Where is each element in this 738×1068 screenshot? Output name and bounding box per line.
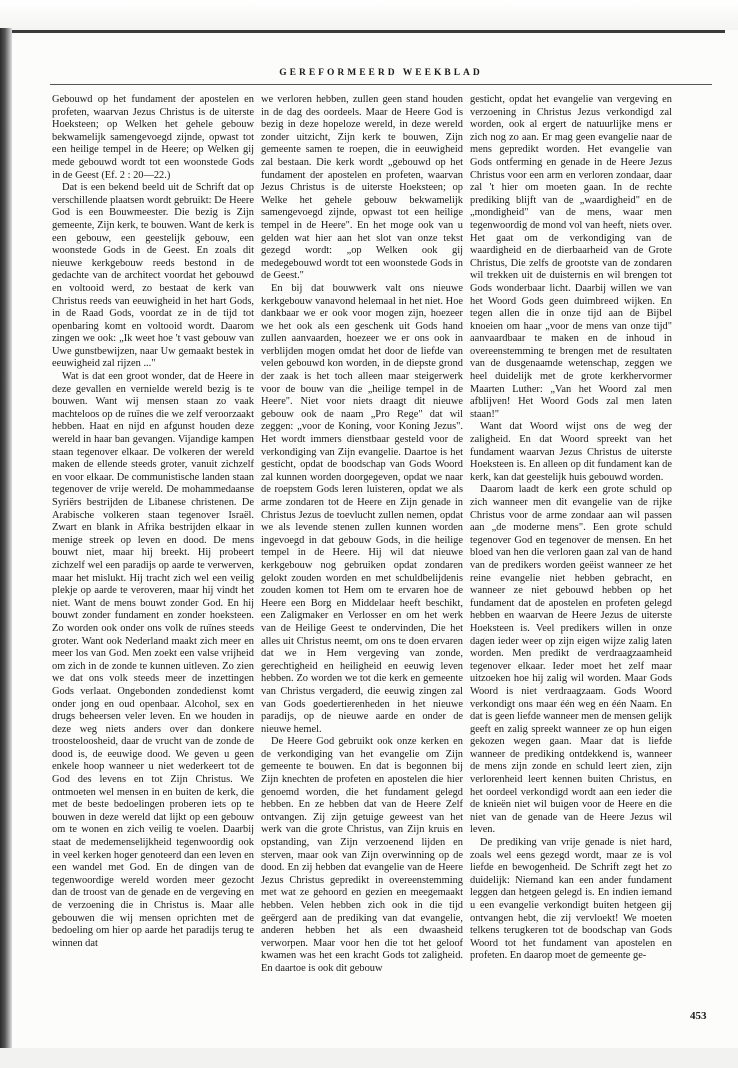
page-bottom-margin [0,1048,738,1068]
paragraph: we verloren hebben, zullen geen stand houden in de dag des oordeels. Maar de Heere God is bezig in deze hopeloze wereld, in deze wereld zonder uitzicht, Zijn kerk te bouwen, Zijn gemeente samen te roepen, die in eeuwigheid zal bestaan. Die kerk wordt „gebouwd op het fundament der apostelen en profeten, waarvan Jezus Christus is de uiterste Hoeksteen; op Welke het gehele gebouw bekwamelijk samengevoegd zijnde, opwast tot een heilige tempel in de Heere". En het moge ook van u gelden wat hier aan het slot van onze tekst gezegd wordt: „op Welken ook gij medegebouwd wordt tot een woonstede Gods in de Geest." [261,94,463,282]
page-top-margin [0,0,738,30]
paragraph: Wat is dat een groot wonder, dat de Heere in deze gevallen en vernielde wereld bezig is te bouwen. Want wij mensen staan zo vaak machteloos op de ruïnes die we zelf veroorzaakt hebben. Haat en nijd en afgunst houden deze wereld in haar ban gevangen. Vijandige kampen staan tegenover elkaar. De volkeren der wereld maken de ellende steeds groter, vanuit zichzelf en voor elkaar. De communistische landen staan tegenover de vrije wereld. De mohammedaanse Syriërs bestrijden de Libanese christenen. De Arabische volkeren staan tegenover Israël. Zwart en blank in Afrika bestrijden elkaar in menige streek op leven en dood. De mens bouwt niet, maar hij breekt. Hij probeert zichzelf wel een paradijs op aarde te verwerven, maar het mislukt. Hij tracht zich wel een veilig plekje op aarde te veroveren, maar hij vindt het niet. Want de mens bouwt zonder God. En hij bouwt zonder fundament en zonder hoeksteen. Zo worden ook onder ons volk de ruïnes steeds groter. Want ook Nederland maakt zich meer en meer los van God. Men zoekt een valse vrijheid om zich in de zonde te kunnen uitleven. Zo zien we dat ons volk steeds meer de inzettingen Gods verlaat. Ongebonden zondedienst komt onder jong en oud openbaar. Alcohol, sex en drugs beheersen veler leven. En we houden in deze weg niets anders over dan donkere troosteloosheid, daar de vrucht van de zonde de dood is, de eeuwige dood. We geven u geen enkele hoop wanneer u niet wederkeert tot de God des levens en tot Zijn Christus. We ontmoeten wel mensen in en buiten de kerk, die met de beste bedoelingen proberen iets op te bouwen in deze wereld dat lijkt op een gebouw om te wonen en zich veilig te voelen. Daarbij staat de medemenselijkheid tegenwoordig ook in veel kerken hoger genoteerd dan een leven en een wandel met God. En de dingen van de tegenwoordige wereld worden meer gezocht dan de troost van de genade en de vergeving en de verzoening die in Christus is. Maar alle gebouwen die wij mensen oprichten met de bedoeling om hier op aarde het paradijs terug te winnen dat [52,371,254,949]
page-top-rule [10,30,725,33]
text-column-3 [470,94,672,963]
running-header: GEREFORMEERD WEEKBLAD [279,68,483,78]
paragraph: gesticht, opdat het evangelie van vergeving en verzoening in Christus Jezus verkondigd zal worden, ook al ergert de natuurlijke mens er zich nog zo aan. Er mag geen evangelie naar de mens gepredikt worden. Het evangelie van Gods ontferming en genade in de Heere Jezus Christus voor een arm en verloren zondaar, daar zal 't hier om moeten gaan. In de rechte prediking blijft van de „waardigheid" en de „mondigheid" van de mens, waar men tegenwoordig de mond vol van heeft, niets over. Het gaat om de verkondiging van de waardigheid en de dierbaarheid van de Grote Christus, Die zelfs de grootste van de zondaren wil trekken uit de duisternis en wil brengen tot Gods wonderbaar licht. Daarbij willen we van het Woord Gods geen duimbreed wijken. En tegen allen die in onze tijd aan de Bijbel knoeien om haar „voor de mens van onze tijd" aanvaardbaar te maken en de inhoud in overeenstemming te brengen met de resultaten van de dusgenaamde wetenschap, zeggen we heel duidelijk met de grote kerkhervormer Maarten Luther: „Van het Woord zal men afblijven! Het Woord Gods zal men laten staan!" [470,94,672,420]
paragraph: Want dat Woord wijst ons de weg der zaligheid. En dat Woord spreekt van het fundament waarvan Jezus Christus de uiterste Hoeksteen is. En alleen op dit fundament kan de kerk, kan dat geestelijk huis gebouwd worden. [470,421,672,483]
text-column-1 [52,94,254,950]
paragraph: De prediking van vrije genade is niet hard, zoals wel eens gezegd wordt, maar ze is vol liefde en bewogenheid. De Schrift zegt het zo duidelijk: Niemand kan een ander fundament leggen dan hetgeen gelegd is. En indien iemand u een evangelie verkondigt buiten hetgeen gij ontvangen hebt, die zij vervloekt! We moeten telkens terugkeren tot de boodschap van Gods Woord tot het fundament van apostelen en profeten. En daarop moet de gemeente ge- [470,837,672,962]
page-binding-shadow [0,28,12,1068]
header-rule [50,84,712,85]
paragraph: Gebouwd op het fundament der apostelen en profeten, waarvan Jezus Christus is de uiterste Hoeksteen; op Welken het gehele gebouw bekwamelijk samengevoegd zijnde, opwast tot een heilige tempel in de Heere; op Welken gij mede gebouwd wordt tot een woonstede Gods in de Geest (Ef. 2 : 20—22.) [52,94,254,181]
page-number: 453 [690,1010,707,1022]
text-column-2 [261,94,463,976]
paragraph: De Heere God gebruikt ook onze kerken en de verkondiging van het evangelie om Zijn gemeente te bouwen. En dat is begonnen bij Zijn knechten de profeten en apostelen die hier genoemd worden, die het fundament gelegd hebben. En ze hebben dat van de Heere Zelf ontvangen. Zij zijn getuige geweest van het werk van die grote Christus, van Zijn kruis en opstanding, van Zijn verzoenend lijden en sterven, maar ook van Zijn overwinning op de dood. En zij hebben dat evangelie van de Heere Jezus Christus gepredikt in overeenstemming met wat ze gehoord en gezien en meegemaakt hebben. Velen hebben zich ook in die tijd geërgerd aan de prediking van dat evangelie, anderen hebben het als een dwaasheid verworpen. Maar voor hen die tot het geloof kwamen was het een kracht Gods tot zaligheid. En daartoe is ook dit gebouw [261,736,463,974]
paragraph: Daarom laadt de kerk een grote schuld op zich wanneer men dit evangelie van de rijke Christus voor de arme zondaar aan wil passen aan „de moderne mens". Een grote schuld tegenover God en tegenover de mensen. En het bloed van hen die verloren gaan zal van de hand van de predikers worden geëist wanneer ze het reine evangelie niet hebben gebracht, en wanneer ze niet gebouwd hebben op het fundament dat de apostelen en profeten gelegd hebben en waarvan de Heere Jezus de uiterste Hoeksteen is. Veel predikers willen in onze dagen ieder weer op zijn eigen wijze zalig laten worden. Men predikt de verdraagzaamheid tegenover elkaar. Ieder moet het zelf maar uitzoeken hoe hij zalig wil worden. Maar Gods Woord is niet verdraagzaam. Gods Woord verkondigt ons maar één weg en één Naam. En dat is geen liefde wanneer men de mensen gelijk geeft en zalig spreekt wanneer ze op hun eigen gekozen wegen gaan. Maar dat is liefde wanneer de prediking ontdekkend is, wanneer de mens zijn zonde en schuld leert zien, zijn verlorenheid leert kennen buiten Christus, en het oordeel verkondigd wordt aan een ieder die de knieën niet wil buigen voor de Heere en die niet van de genade van de Heere Jezus wil leven. [470,484,672,836]
paragraph: Dat is een bekend beeld uit de Schrift dat op verschillende plaatsen wordt gebruikt: De Heere God is een Bouwmeester. Die bezig is Zijn gemeente, Zijn kerk, te bouwen. Want de kerk is een gebouw, een geestelijk gebouw, een woonstede Gods in de Geest. En zoals dit nieuwe kerkgebouw reeds bestond in de gedachte van de architect voordat het gebouwd en voltooid werd, zo bestaat de kerk van Christus reeds van eeuwigheid in het hart Gods, in de Raad Gods, voordat ze in de tijd tot openbaring komt en voltooid wordt. Daarom zingen we ook: „Ik weet hoe 't vast gebouw van Uwe gunstbewijzen, naar Uw gemaakt bestek in eeuwigheid zal rijzen ..." [52,182,254,370]
paragraph: En bij dat bouwwerk valt ons nieuwe kerkgebouw vanavond helemaal in het niet. Hoe dankbaar we er ook voor mogen zijn, hoezeer we het ook als een geschenk uit Gods hand zullen aanvaarden, hoezeer we er ons ook in verblijden mogen omdat het door de liefde van velen gebouwd kon worden, in de diepste grond der zaak is het toch alleen maar steigerwerk voor de bouw van die „heilige tempel in de Heere". Niet voor niets draagt dit nieuwe gebouw ook de naam „Pro Rege" dat wil zeggen: „voor de Koning, voor Koning Jezus". Het wordt immers dienstbaar gesteld voor de verkondiging van Zijn evangelie. Daartoe is het gesticht, opdat de boodschap van Gods Woord zal kunnen worden doorgegeven, opdat we naar de roepstem Gods leren luisteren, opdat we als arme zondaren tot de Heere en Zijn genade in Christus Jezus de toevlucht zullen nemen, opdat we als levende stenen zullen kunnen worden ingevoegd in dat gebouw Gods, in die heilige tempel in de Heere. Hij wil dat nieuwe kerkgebouw nog gebruiken opdat zondaren gelokt zouden worden en met schuldbelijdenis zouden komen tot Hem om te ervaren hoe de Heere een Borg en Middelaar heeft beschikt, een Zaligmaker en Verlosser en om het werk van de Heilige Geest te ondervinden, Die het alles uit Christus neemt, om ons te doen ervaren dat we in Hem vergeving van zonde, gerechtigheid en heiligheid en eeuwig leven hebben. Zo worden we tot die kerk en gemeente van Christus vergaderd, die eeuwig zingen zal van Gods goedertierenheden in het nieuwe paradijs, op de nieuwe aarde en onder de nieuwe hemel. [261,282,463,735]
